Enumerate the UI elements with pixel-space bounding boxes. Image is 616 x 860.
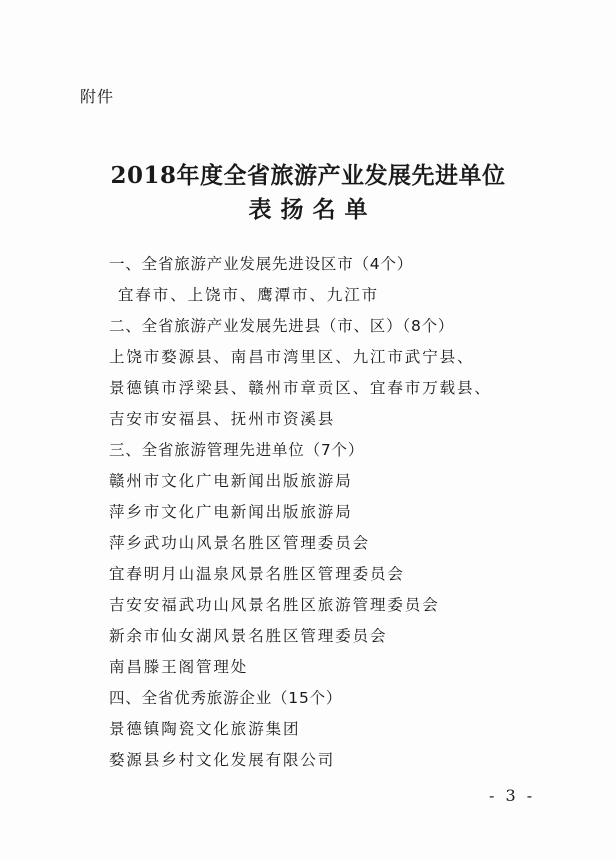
section-heading: 一、全省旅游产业发展先进设区市（4个）: [109, 255, 414, 273]
list-item: 新余市仙女湖风景名胜区管理委员会: [109, 627, 388, 645]
section-heading: 二、全省旅游产业发展先进县（市、区）（8个）: [109, 317, 455, 335]
document-title-line1: 2018年度全省旅游产业发展先进单位: [110, 162, 506, 189]
list-item: 景德镇陶瓷文化旅游集团: [109, 720, 301, 738]
list-item: 吉安市安福县、抚州市资溪县: [109, 410, 336, 428]
list-item: 宜春市、上饶市、鹰潭市、九江市: [118, 286, 380, 304]
attachment-label: 附件: [80, 87, 115, 106]
list-item: 赣州市文化广电新闻出版旅游局: [109, 472, 353, 490]
list-item: 吉安安福武功山风景名胜区旅游管理委员会: [109, 596, 440, 614]
list-item: 宜春明月山温泉风景名胜区管理委员会: [109, 565, 405, 583]
section-heading: 三、全省旅游管理先进单位（7个）: [109, 441, 365, 459]
list-item: 婺源县乡村文化发展有限公司: [109, 751, 336, 769]
list-item: 萍乡市文化广电新闻出版旅游局: [109, 503, 353, 521]
section-heading: 四、全省优秀旅游企业（15个）: [109, 689, 343, 707]
list-item: 萍乡武功山风景名胜区管理委员会: [109, 534, 371, 552]
list-item: 南昌滕王阁管理处: [109, 658, 249, 676]
list-item: 景德镇市浮梁县、赣州市章贡区、宜春市万载县、: [109, 379, 492, 397]
page-number: - 3 -: [489, 786, 536, 805]
document-title-line2: 表扬名单: [248, 196, 377, 223]
list-item: 上饶市婺源县、南昌市湾里区、九江市武宁县、: [109, 348, 475, 366]
